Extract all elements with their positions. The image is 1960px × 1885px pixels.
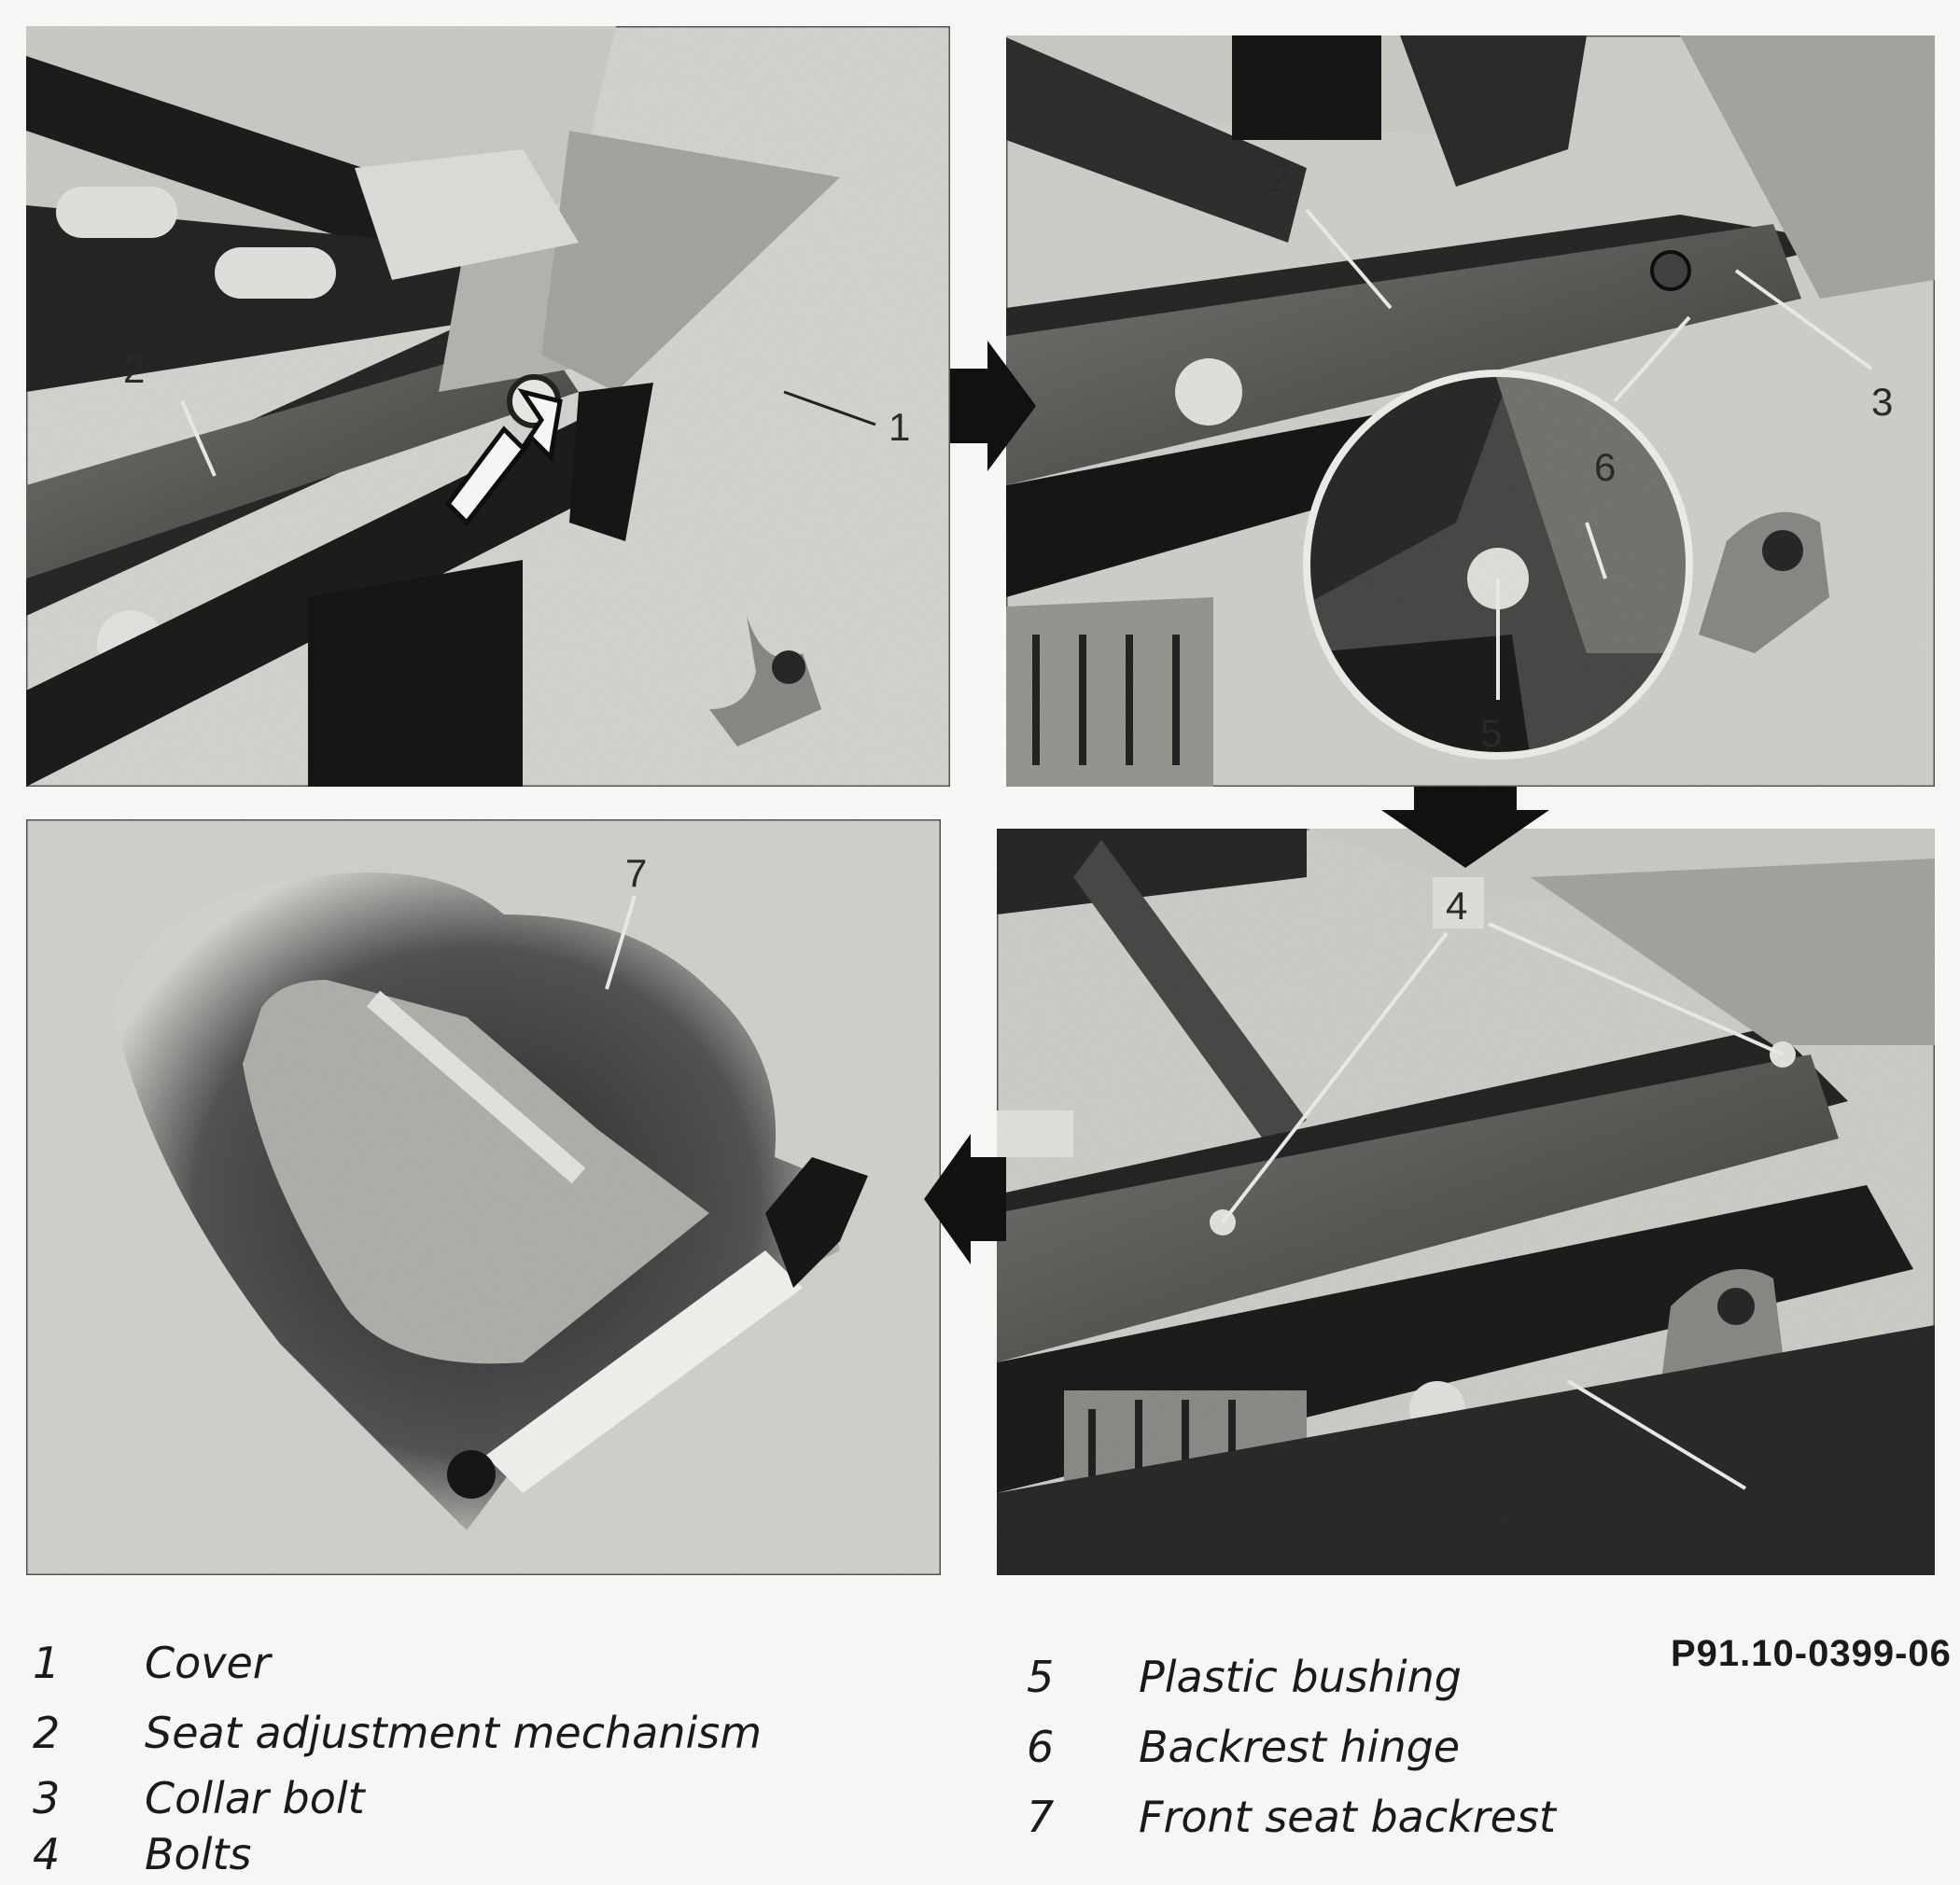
legend-label: Collar bolt xyxy=(145,1773,365,1823)
callout-4: 4 xyxy=(1446,884,1468,928)
panel-bolts xyxy=(997,829,1935,1575)
legend-label: Bolts xyxy=(145,1829,252,1879)
legend-number: 5 xyxy=(1027,1652,1055,1702)
legend-label: Plastic bushing xyxy=(1139,1652,1463,1702)
figure-reference: P91.10-0399-06 xyxy=(1671,1633,1952,1674)
callout-2-p3: 2 xyxy=(1755,1484,1777,1528)
legend-number: 6 xyxy=(1027,1722,1055,1772)
panel-backrest xyxy=(26,819,941,1575)
panel-hinge-detail xyxy=(1006,35,1935,787)
callout-2-p2: 2 xyxy=(1267,156,1290,200)
callout-7: 7 xyxy=(625,851,648,895)
legend-label: Backrest hinge xyxy=(1139,1722,1461,1772)
legend-label: Cover xyxy=(145,1638,271,1688)
legend-number: 1 xyxy=(33,1638,61,1688)
legend-number: 2 xyxy=(33,1708,61,1758)
legend-label: Seat adjustment mechanism xyxy=(145,1708,763,1758)
callout-1: 1 xyxy=(889,405,911,449)
callout-6: 6 xyxy=(1594,445,1617,489)
legend-number: 7 xyxy=(1027,1792,1055,1842)
legend xyxy=(0,1614,1960,1885)
legend-number: 4 xyxy=(33,1829,61,1879)
callout-2-p1: 2 xyxy=(123,347,146,391)
callout-5: 5 xyxy=(1480,711,1503,755)
callout-3: 3 xyxy=(1871,380,1894,424)
legend-label: Front seat backrest xyxy=(1139,1792,1556,1842)
legend-number: 3 xyxy=(33,1773,61,1823)
panel-cover-removal xyxy=(26,26,950,787)
